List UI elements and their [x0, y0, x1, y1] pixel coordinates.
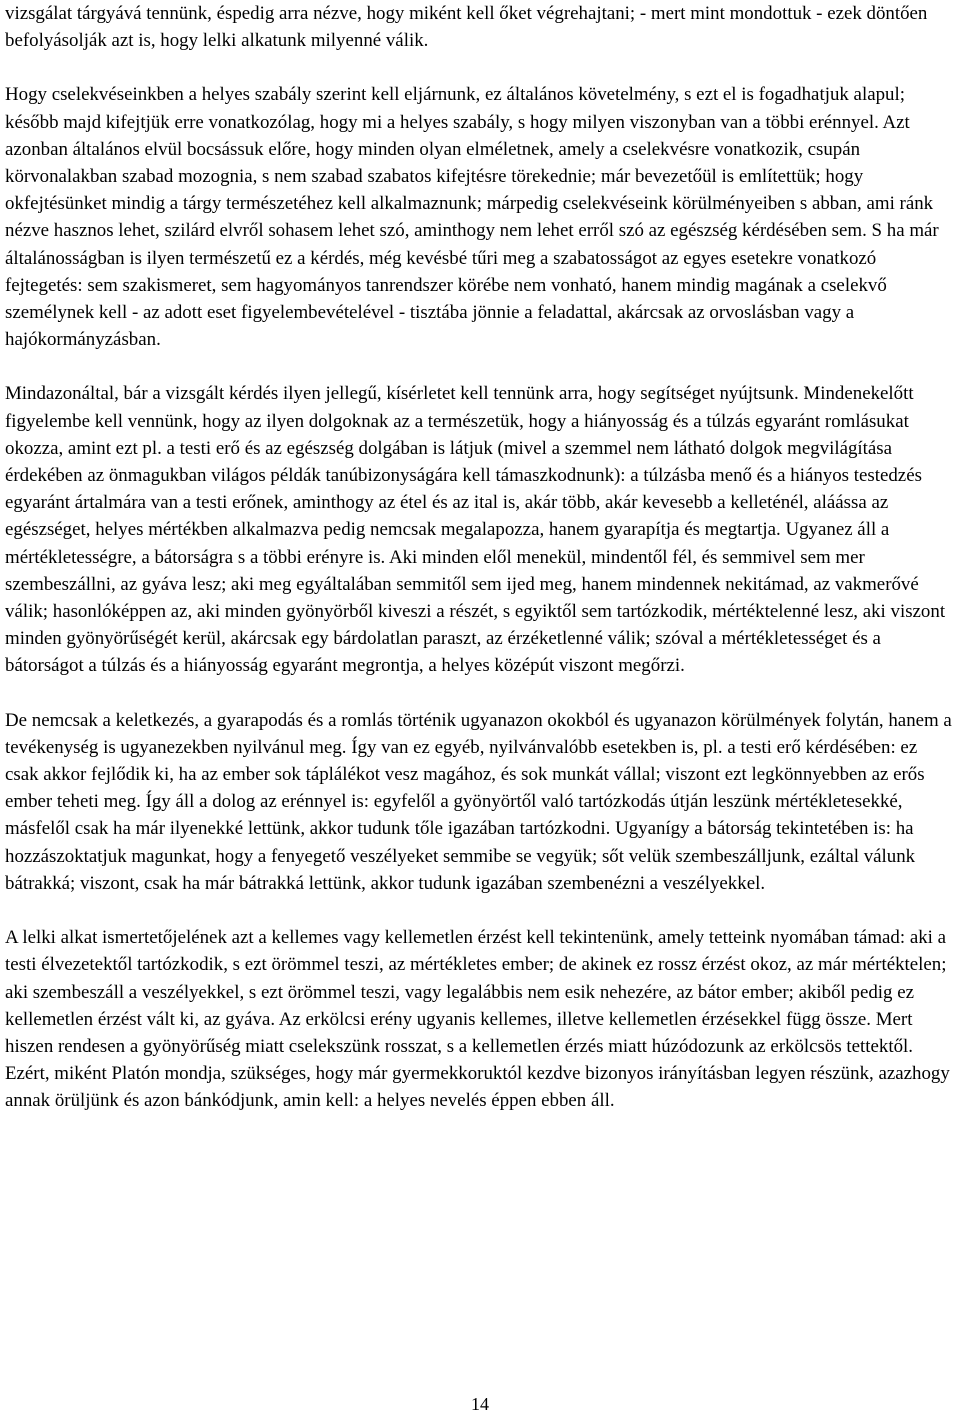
paragraph-3: Mindazonáltal, bár a vizsgált kérdés ilyen jellegű, kísérletet kell tennünk arra, hogy segítséget nyújtsunk. Mindenekelőtt figyelembe kell vennünk, hogy az ilyen dolgoknak az a természetük, hogy a hiányosság és a túlzás egyaránt romlásukat okozza, amint ezt pl. a testi erő és az egészség dolgában is látjuk (mivel a szemmel nem látható dolgok megvilágítása érdekében az önmagukban világos példák tanúbizonyságára kell támaszkodnunk): a túlzásba menő és a hiányos testedzés egyaránt ártalmára van a testi erőnek, aminthogy az étel és az ital is, akár több, akár kevesebb a kelleténél, aláássa az egészséget, helyes mértékben alkalmazva pedig nemcsak megalapozza, hanem gyarapítja és megtartja. Ugyanez áll a mértékletességre, a bátorságra s a többi erényre is. Aki minden elől menekül, mindentől fél, és semmivel sem mer szembeszállni, az gyáva lesz; aki meg egyáltalában semmitől sem ijed meg, hanem mindennek nekitámad, az vakmerővé válik; hasonlóképpen az, aki minden gyönyörből kiveszi a részét, s egyiktől sem tartózkodik, mértéktelenné lesz, aki viszont minden gyönyörűségét kerül, akárcsak egy bárdolatlan paraszt, az érzéketlenné válik; szóval a mértékletességet és a bátorságot a túlzás és a hiányosság egyaránt megrontja, a helyes középút viszont megőrzi. — [5, 383, 946, 677]
paragraph-5: A lelki alkat ismertetőjelének azt a kellemes vagy kellemetlen érzést kell tekintenünk, amely tetteink nyomában támad: aki a testi élvezetektől tartózkodik, s ezt örömmel teszi, az mértékletes ember; de akinek ez rossz érzést okoz, az már mértéktelen; aki szembeszáll a veszélyekkel, s ezt örömmel teszi, vagy legalábbis nem esik nehezére, az bátor ember; akiből pedig ez kellemetlen érzést vált ki, az gyáva. Az erkölcsi erény ugyanis kellemes, illetve kellemetlen érzésekkel függ össze. Mert hiszen rendesen a gyönyörűség miatt cselekszünk rosszat, s a kellemetlen érzés miatt húzódozunk az erkölcsös tettektől. Ezért, miként Platón mondja, szükséges, hogy már gyermekkoruktól kezdve bizonyos irányításban legyen részünk, azazhogy annak örüljünk és azon bánkódjunk, amin kell: a helyes nevelés éppen ebben áll. — [5, 927, 950, 1112]
document-page — [5, 0, 955, 1115]
paragraph-gap — [5, 353, 955, 380]
paragraph-4: De nemcsak a keletkezés, a gyarapodás és a romlás történik ugyanazon okokból és ugyanazon körülmények folytán, hanem a tevékenység is ugyanezekben nyilvánul meg. Így van ez egyéb, nyilvánvalóbb esetekben is, pl. a testi erő kérdésében: ez csak akkor fejlődik ki, ha az ember sok táplálékot vesz magához, és sok munkát vállal; viszont ezt legkönnyebben az erős ember teheti meg. Így áll a dolog az erénnyel is: egyfelől a gyönyörtől való tartózkodás útján leszünk mértékletesekké, másfelől csak ha már ilyenekké lettünk, akkor tudunk tőle igazában tartózkodni. Ugyanígy a bátorság tekintetében is: ha hozzászoktatjuk magunkat, hogy a fenyegető veszélyeket semmibe se vegyük; sőt velük szembeszálljunk, ezáltal válunk bátrakká; viszont, csak ha már bátrakká lettünk, akkor tudunk igazában szembenézni a veszélyekkel. — [5, 709, 952, 894]
paragraph-gap — [5, 54, 955, 81]
paragraph-2: Hogy cselekvéseinkben a helyes szabály szerint kell eljárnunk, ez általános követelmény, s ezt el is fogadhatjuk alapul; később majd kifejtjük erre vonatkozólag, hogy mi a helyes szabály, s hogy milyen viszonyban van a többi erénnyel. Azt azonban általános elvül bocsássuk előre, hogy minden olyan elméletnek, amely a cselekvésre vonatkozik, csupán körvonalakban szabad mozognia, s nem szabad szabatos kifejtésre törekednie; már bevezetőül is említettük; hogy okfejtésünket mindig a tárgy természetéhez kell alkalmaznunk; márpedig cselekvéseink körülményeiben s abban, ami ránk nézve hasznos lehet, szilárd elvről sohasem lehet szó, aminthogy nem lehet erről szó az egészség kérdésében sem. S ha már általánosságban is ilyen természetű ez a kérdés, még kevésbé tűri meg a szabatosságot az egyes esetekre vonatkozó fejtegetés: sem szakismeret, sem hagyományos tanrendszer körébe nem vonható, hanem mindig magának a cselekvő személynek kell - az adott eset figyelembevételével - tisztába jönnie a feladattal, akárcsak az orvoslásban vagy a hajókormányzásban. — [5, 84, 939, 351]
paragraph-1: vizsgálat tárgyává tennünk, éspedig arra nézve, hogy miként kell őket végrehajtani; - mert mint mondottuk - ezek döntően befolyásolják azt is, hogy lelki alkatunk milyenné válik. — [5, 3, 928, 52]
page-number: 14 — [471, 1394, 489, 1414]
paragraph-gap — [5, 897, 955, 924]
paragraph-gap — [5, 680, 955, 707]
